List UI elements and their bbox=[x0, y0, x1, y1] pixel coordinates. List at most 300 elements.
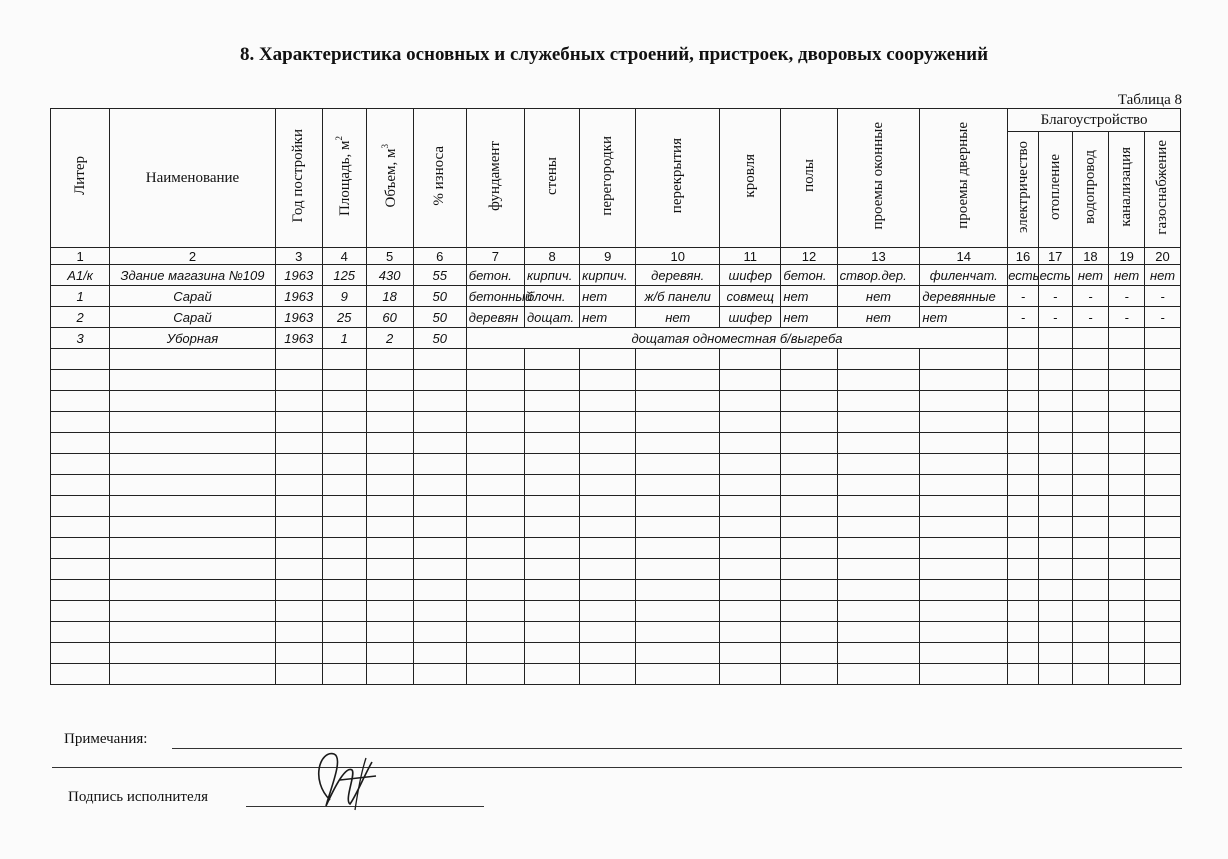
cell-liter: 1 bbox=[51, 286, 110, 307]
empty-cell bbox=[51, 601, 110, 622]
empty-cell bbox=[1109, 622, 1145, 643]
empty-row bbox=[51, 496, 1181, 517]
empty-cell bbox=[720, 517, 781, 538]
notes-label: Примечания: bbox=[64, 731, 148, 747]
table-row bbox=[51, 328, 1181, 349]
empty-cell bbox=[720, 559, 781, 580]
empty-cell bbox=[366, 580, 413, 601]
cell-name: Уборная bbox=[110, 328, 276, 349]
cell-doors: нет bbox=[920, 307, 1008, 328]
empty-cell bbox=[413, 601, 466, 622]
empty-cell bbox=[413, 370, 466, 391]
cell-water bbox=[1072, 328, 1109, 349]
cell-year: 1963 bbox=[275, 328, 322, 349]
empty-cell bbox=[636, 538, 720, 559]
empty-cell bbox=[1008, 601, 1039, 622]
empty-cell bbox=[580, 391, 636, 412]
empty-row bbox=[51, 391, 1181, 412]
empty-cell bbox=[110, 601, 276, 622]
empty-cell bbox=[322, 580, 366, 601]
empty-cell bbox=[781, 433, 837, 454]
cell-partitions: кирпич. bbox=[580, 265, 636, 286]
cell-windows: створ.дер. bbox=[837, 265, 920, 286]
empty-cell bbox=[275, 601, 322, 622]
empty-cell bbox=[525, 517, 580, 538]
cell-liter: 3 bbox=[51, 328, 110, 349]
empty-cell bbox=[1145, 412, 1181, 433]
empty-cell bbox=[275, 433, 322, 454]
empty-cell bbox=[920, 643, 1008, 664]
empty-cell bbox=[1038, 538, 1072, 559]
empty-cell bbox=[1145, 475, 1181, 496]
empty-cell bbox=[413, 517, 466, 538]
empty-cell bbox=[1038, 580, 1072, 601]
empty-cell bbox=[920, 475, 1008, 496]
empty-cell bbox=[1145, 664, 1181, 685]
empty-cell bbox=[110, 538, 276, 559]
empty-cell bbox=[110, 412, 276, 433]
col-num: 13 bbox=[837, 248, 920, 265]
empty-row bbox=[51, 538, 1181, 559]
cell-walls: дощат. bbox=[525, 307, 580, 328]
empty-cell bbox=[837, 391, 920, 412]
empty-cell bbox=[1145, 601, 1181, 622]
empty-row bbox=[51, 559, 1181, 580]
cell-sewer bbox=[1109, 328, 1145, 349]
cell-name: Здание магазина №109 bbox=[110, 265, 276, 286]
empty-cell bbox=[580, 433, 636, 454]
empty-cell bbox=[920, 559, 1008, 580]
empty-cell bbox=[1038, 559, 1072, 580]
empty-cell bbox=[51, 622, 110, 643]
empty-cell bbox=[837, 559, 920, 580]
empty-cell bbox=[110, 643, 276, 664]
empty-cell bbox=[1008, 349, 1039, 370]
empty-cell bbox=[920, 412, 1008, 433]
empty-cell bbox=[322, 370, 366, 391]
empty-cell bbox=[1038, 391, 1072, 412]
empty-cell bbox=[1145, 391, 1181, 412]
empty-cell bbox=[51, 433, 110, 454]
empty-cell bbox=[837, 412, 920, 433]
empty-cell bbox=[1109, 643, 1145, 664]
empty-cell bbox=[837, 601, 920, 622]
cell-floors: нет bbox=[781, 307, 837, 328]
empty-cell bbox=[110, 433, 276, 454]
empty-cell bbox=[275, 643, 322, 664]
cell-floors: нет bbox=[781, 286, 837, 307]
empty-cell bbox=[636, 517, 720, 538]
empty-cell bbox=[275, 391, 322, 412]
signature-label: Подпись исполнителя bbox=[68, 789, 208, 805]
empty-cell bbox=[580, 517, 636, 538]
empty-cell bbox=[837, 517, 920, 538]
cell-area: 9 bbox=[322, 286, 366, 307]
col-num: 9 bbox=[580, 248, 636, 265]
empty-cell bbox=[781, 496, 837, 517]
empty-cell bbox=[466, 349, 524, 370]
empty-row bbox=[51, 370, 1181, 391]
empty-cell bbox=[1109, 391, 1145, 412]
empty-row bbox=[51, 601, 1181, 622]
empty-cell bbox=[720, 475, 781, 496]
empty-cell bbox=[1145, 559, 1181, 580]
empty-cell bbox=[580, 454, 636, 475]
cell-wear: 50 bbox=[413, 307, 466, 328]
empty-cell bbox=[466, 559, 524, 580]
empty-cell bbox=[366, 664, 413, 685]
empty-cell bbox=[413, 496, 466, 517]
cell-partitions: нет bbox=[580, 286, 636, 307]
empty-cell bbox=[1008, 475, 1039, 496]
empty-cell bbox=[413, 454, 466, 475]
empty-cell bbox=[1008, 517, 1039, 538]
buildings-table bbox=[50, 108, 1181, 685]
empty-cell bbox=[366, 496, 413, 517]
empty-cell bbox=[580, 622, 636, 643]
col-num: 2 bbox=[110, 248, 276, 265]
header-floors: полы bbox=[781, 109, 837, 248]
empty-cell bbox=[525, 412, 580, 433]
empty-cell bbox=[920, 349, 1008, 370]
empty-cell bbox=[720, 349, 781, 370]
cell-foundation: бетонный bbox=[466, 286, 524, 307]
col-num: 14 bbox=[920, 248, 1008, 265]
empty-cell bbox=[525, 643, 580, 664]
empty-cell bbox=[322, 622, 366, 643]
cell-electricity: есть bbox=[1008, 265, 1039, 286]
empty-cell bbox=[636, 622, 720, 643]
cell-gas: нет bbox=[1145, 265, 1181, 286]
empty-cell bbox=[636, 391, 720, 412]
empty-cell bbox=[1145, 454, 1181, 475]
empty-cell bbox=[1072, 391, 1109, 412]
empty-cell bbox=[322, 391, 366, 412]
empty-cell bbox=[1038, 370, 1072, 391]
empty-cell bbox=[720, 622, 781, 643]
empty-cell bbox=[366, 391, 413, 412]
header-foundation: фундамент bbox=[466, 109, 524, 248]
empty-cell bbox=[1145, 538, 1181, 559]
empty-cell bbox=[1038, 454, 1072, 475]
empty-cell bbox=[275, 559, 322, 580]
header-water: водопровод bbox=[1072, 132, 1109, 248]
empty-cell bbox=[920, 433, 1008, 454]
cell-volume: 2 bbox=[366, 328, 413, 349]
empty-cell bbox=[1072, 433, 1109, 454]
empty-row bbox=[51, 349, 1181, 370]
col-num: 20 bbox=[1145, 248, 1181, 265]
empty-cell bbox=[837, 580, 920, 601]
empty-cell bbox=[413, 538, 466, 559]
cell-water: - bbox=[1072, 286, 1109, 307]
empty-cell bbox=[781, 601, 837, 622]
empty-cell bbox=[110, 349, 276, 370]
empty-cell bbox=[51, 538, 110, 559]
cell-heating: есть bbox=[1038, 265, 1072, 286]
empty-cell bbox=[413, 433, 466, 454]
col-num: 1 bbox=[51, 248, 110, 265]
cell-walls: блочн. bbox=[525, 286, 580, 307]
empty-cell bbox=[781, 349, 837, 370]
empty-cell bbox=[580, 475, 636, 496]
empty-cell bbox=[1145, 433, 1181, 454]
cell-windows: нет bbox=[837, 307, 920, 328]
col-num: 18 bbox=[1072, 248, 1109, 265]
cell-name: Сарай bbox=[110, 286, 276, 307]
empty-cell bbox=[1038, 349, 1072, 370]
empty-cell bbox=[275, 412, 322, 433]
empty-cell bbox=[580, 538, 636, 559]
empty-cell bbox=[636, 370, 720, 391]
page-title: 8. Характеристика основных и служебных строений, пристроек, дворовых сооружений bbox=[239, 44, 989, 65]
empty-cell bbox=[837, 349, 920, 370]
empty-cell bbox=[837, 643, 920, 664]
empty-cell bbox=[781, 370, 837, 391]
cell-sewer: - bbox=[1109, 307, 1145, 328]
cell-roof: шифер bbox=[720, 307, 781, 328]
cell-volume: 18 bbox=[366, 286, 413, 307]
cell-description: дощатая одноместная б/выгреба bbox=[466, 328, 1007, 349]
empty-cell bbox=[322, 643, 366, 664]
empty-cell bbox=[525, 454, 580, 475]
cell-walls: кирпич. bbox=[525, 265, 580, 286]
empty-cell bbox=[322, 517, 366, 538]
cell-roof: шифер bbox=[720, 265, 781, 286]
empty-cell bbox=[1072, 559, 1109, 580]
empty-cell bbox=[1072, 412, 1109, 433]
empty-cell bbox=[466, 433, 524, 454]
empty-cell bbox=[837, 475, 920, 496]
empty-row bbox=[51, 643, 1181, 664]
empty-cell bbox=[1145, 643, 1181, 664]
empty-cell bbox=[636, 412, 720, 433]
empty-cell bbox=[580, 349, 636, 370]
empty-cell bbox=[580, 664, 636, 685]
empty-cell bbox=[1072, 475, 1109, 496]
cell-electricity: - bbox=[1008, 286, 1039, 307]
cell-floors: бетон. bbox=[781, 265, 837, 286]
empty-cell bbox=[1038, 475, 1072, 496]
empty-cell bbox=[920, 538, 1008, 559]
col-num: 6 bbox=[413, 248, 466, 265]
header-liter: Литер bbox=[51, 109, 110, 248]
empty-cell bbox=[366, 559, 413, 580]
empty-cell bbox=[580, 496, 636, 517]
empty-cell bbox=[525, 622, 580, 643]
empty-cell bbox=[1145, 622, 1181, 643]
empty-cell bbox=[1038, 643, 1072, 664]
header-name: Наименование bbox=[110, 109, 276, 248]
empty-cell bbox=[781, 517, 837, 538]
empty-cell bbox=[1145, 349, 1181, 370]
empty-cell bbox=[51, 496, 110, 517]
empty-cell bbox=[1072, 601, 1109, 622]
empty-cell bbox=[636, 433, 720, 454]
empty-cell bbox=[466, 391, 524, 412]
empty-cell bbox=[525, 496, 580, 517]
empty-cell bbox=[720, 454, 781, 475]
cell-liter: 2 bbox=[51, 307, 110, 328]
column-numbers-row bbox=[51, 248, 1181, 265]
empty-cell bbox=[1038, 412, 1072, 433]
cell-volume: 430 bbox=[366, 265, 413, 286]
empty-cell bbox=[837, 538, 920, 559]
cell-electricity: - bbox=[1008, 307, 1039, 328]
empty-cell bbox=[110, 517, 276, 538]
empty-cell bbox=[720, 433, 781, 454]
empty-cell bbox=[1008, 643, 1039, 664]
empty-rows bbox=[51, 349, 1181, 685]
empty-cell bbox=[413, 664, 466, 685]
empty-cell bbox=[466, 370, 524, 391]
empty-cell bbox=[1038, 517, 1072, 538]
empty-cell bbox=[720, 412, 781, 433]
empty-cell bbox=[275, 370, 322, 391]
empty-cell bbox=[920, 601, 1008, 622]
empty-cell bbox=[720, 391, 781, 412]
empty-cell bbox=[920, 496, 1008, 517]
cell-foundation: бетон. bbox=[466, 265, 524, 286]
empty-cell bbox=[466, 475, 524, 496]
empty-cell bbox=[322, 601, 366, 622]
col-num: 11 bbox=[720, 248, 781, 265]
empty-cell bbox=[466, 496, 524, 517]
empty-cell bbox=[1145, 580, 1181, 601]
empty-cell bbox=[580, 601, 636, 622]
empty-cell bbox=[110, 391, 276, 412]
empty-cell bbox=[366, 370, 413, 391]
empty-cell bbox=[920, 454, 1008, 475]
empty-cell bbox=[1109, 517, 1145, 538]
empty-cell bbox=[110, 580, 276, 601]
empty-cell bbox=[51, 559, 110, 580]
header-walls: стены bbox=[525, 109, 580, 248]
table-row bbox=[51, 265, 1181, 286]
cell-doors: филенчат. bbox=[920, 265, 1008, 286]
empty-cell bbox=[366, 643, 413, 664]
empty-cell bbox=[636, 349, 720, 370]
empty-cell bbox=[1109, 349, 1145, 370]
empty-cell bbox=[525, 559, 580, 580]
empty-cell bbox=[322, 538, 366, 559]
cell-gas: - bbox=[1145, 286, 1181, 307]
empty-cell bbox=[1072, 622, 1109, 643]
cell-windows: нет bbox=[837, 286, 920, 307]
empty-cell bbox=[1072, 643, 1109, 664]
empty-cell bbox=[1038, 496, 1072, 517]
empty-cell bbox=[1072, 349, 1109, 370]
empty-cell bbox=[636, 601, 720, 622]
empty-cell bbox=[1038, 622, 1072, 643]
empty-cell bbox=[1038, 601, 1072, 622]
empty-cell bbox=[366, 349, 413, 370]
empty-cell bbox=[466, 580, 524, 601]
header-wear: % износа bbox=[413, 109, 466, 248]
empty-cell bbox=[51, 391, 110, 412]
empty-cell bbox=[51, 370, 110, 391]
empty-cell bbox=[920, 391, 1008, 412]
empty-cell bbox=[720, 664, 781, 685]
cell-floors-over: нет bbox=[636, 307, 720, 328]
empty-cell bbox=[466, 412, 524, 433]
empty-cell bbox=[920, 664, 1008, 685]
empty-cell bbox=[322, 412, 366, 433]
empty-cell bbox=[322, 496, 366, 517]
empty-cell bbox=[1072, 538, 1109, 559]
empty-cell bbox=[580, 643, 636, 664]
empty-cell bbox=[110, 622, 276, 643]
col-num: 7 bbox=[466, 248, 524, 265]
cell-wear: 55 bbox=[413, 265, 466, 286]
empty-cell bbox=[275, 475, 322, 496]
cell-year: 1963 bbox=[275, 286, 322, 307]
empty-cell bbox=[781, 475, 837, 496]
header-heating: отопление bbox=[1038, 132, 1072, 248]
empty-cell bbox=[781, 622, 837, 643]
empty-cell bbox=[1145, 370, 1181, 391]
empty-cell bbox=[51, 580, 110, 601]
cell-roof: совмещ bbox=[720, 286, 781, 307]
empty-cell bbox=[1008, 391, 1039, 412]
empty-cell bbox=[636, 559, 720, 580]
cell-year: 1963 bbox=[275, 265, 322, 286]
empty-cell bbox=[636, 496, 720, 517]
empty-cell bbox=[636, 454, 720, 475]
empty-cell bbox=[1109, 496, 1145, 517]
empty-cell bbox=[110, 370, 276, 391]
empty-cell bbox=[920, 622, 1008, 643]
header-windows: проемы оконные bbox=[837, 109, 920, 248]
header-electricity: электричество bbox=[1008, 132, 1039, 248]
empty-cell bbox=[51, 412, 110, 433]
empty-cell bbox=[466, 643, 524, 664]
empty-cell bbox=[720, 496, 781, 517]
col-num: 10 bbox=[636, 248, 720, 265]
empty-cell bbox=[781, 412, 837, 433]
empty-cell bbox=[1072, 370, 1109, 391]
empty-cell bbox=[1109, 559, 1145, 580]
empty-cell bbox=[275, 454, 322, 475]
empty-cell bbox=[720, 580, 781, 601]
empty-cell bbox=[413, 475, 466, 496]
empty-cell bbox=[781, 538, 837, 559]
empty-cell bbox=[636, 475, 720, 496]
empty-cell bbox=[366, 454, 413, 475]
header-year: Год постройки bbox=[275, 109, 322, 248]
signature-image bbox=[300, 740, 390, 820]
header-blag: Благоустройство bbox=[1008, 109, 1181, 132]
empty-cell bbox=[720, 601, 781, 622]
empty-cell bbox=[837, 496, 920, 517]
cell-liter: А1/к bbox=[51, 265, 110, 286]
empty-cell bbox=[525, 349, 580, 370]
empty-cell bbox=[1008, 580, 1039, 601]
empty-cell bbox=[110, 664, 276, 685]
empty-cell bbox=[413, 559, 466, 580]
empty-cell bbox=[413, 412, 466, 433]
empty-cell bbox=[275, 496, 322, 517]
cell-partitions: нет bbox=[580, 307, 636, 328]
header-gas: газоснабжение bbox=[1145, 132, 1181, 248]
cell-year: 1963 bbox=[275, 307, 322, 328]
header-volume: Объем, $м^3$ bbox=[366, 109, 413, 248]
empty-cell bbox=[525, 601, 580, 622]
empty-cell bbox=[110, 559, 276, 580]
cell-doors: деревянные bbox=[920, 286, 1008, 307]
empty-cell bbox=[781, 559, 837, 580]
empty-cell bbox=[1008, 433, 1039, 454]
